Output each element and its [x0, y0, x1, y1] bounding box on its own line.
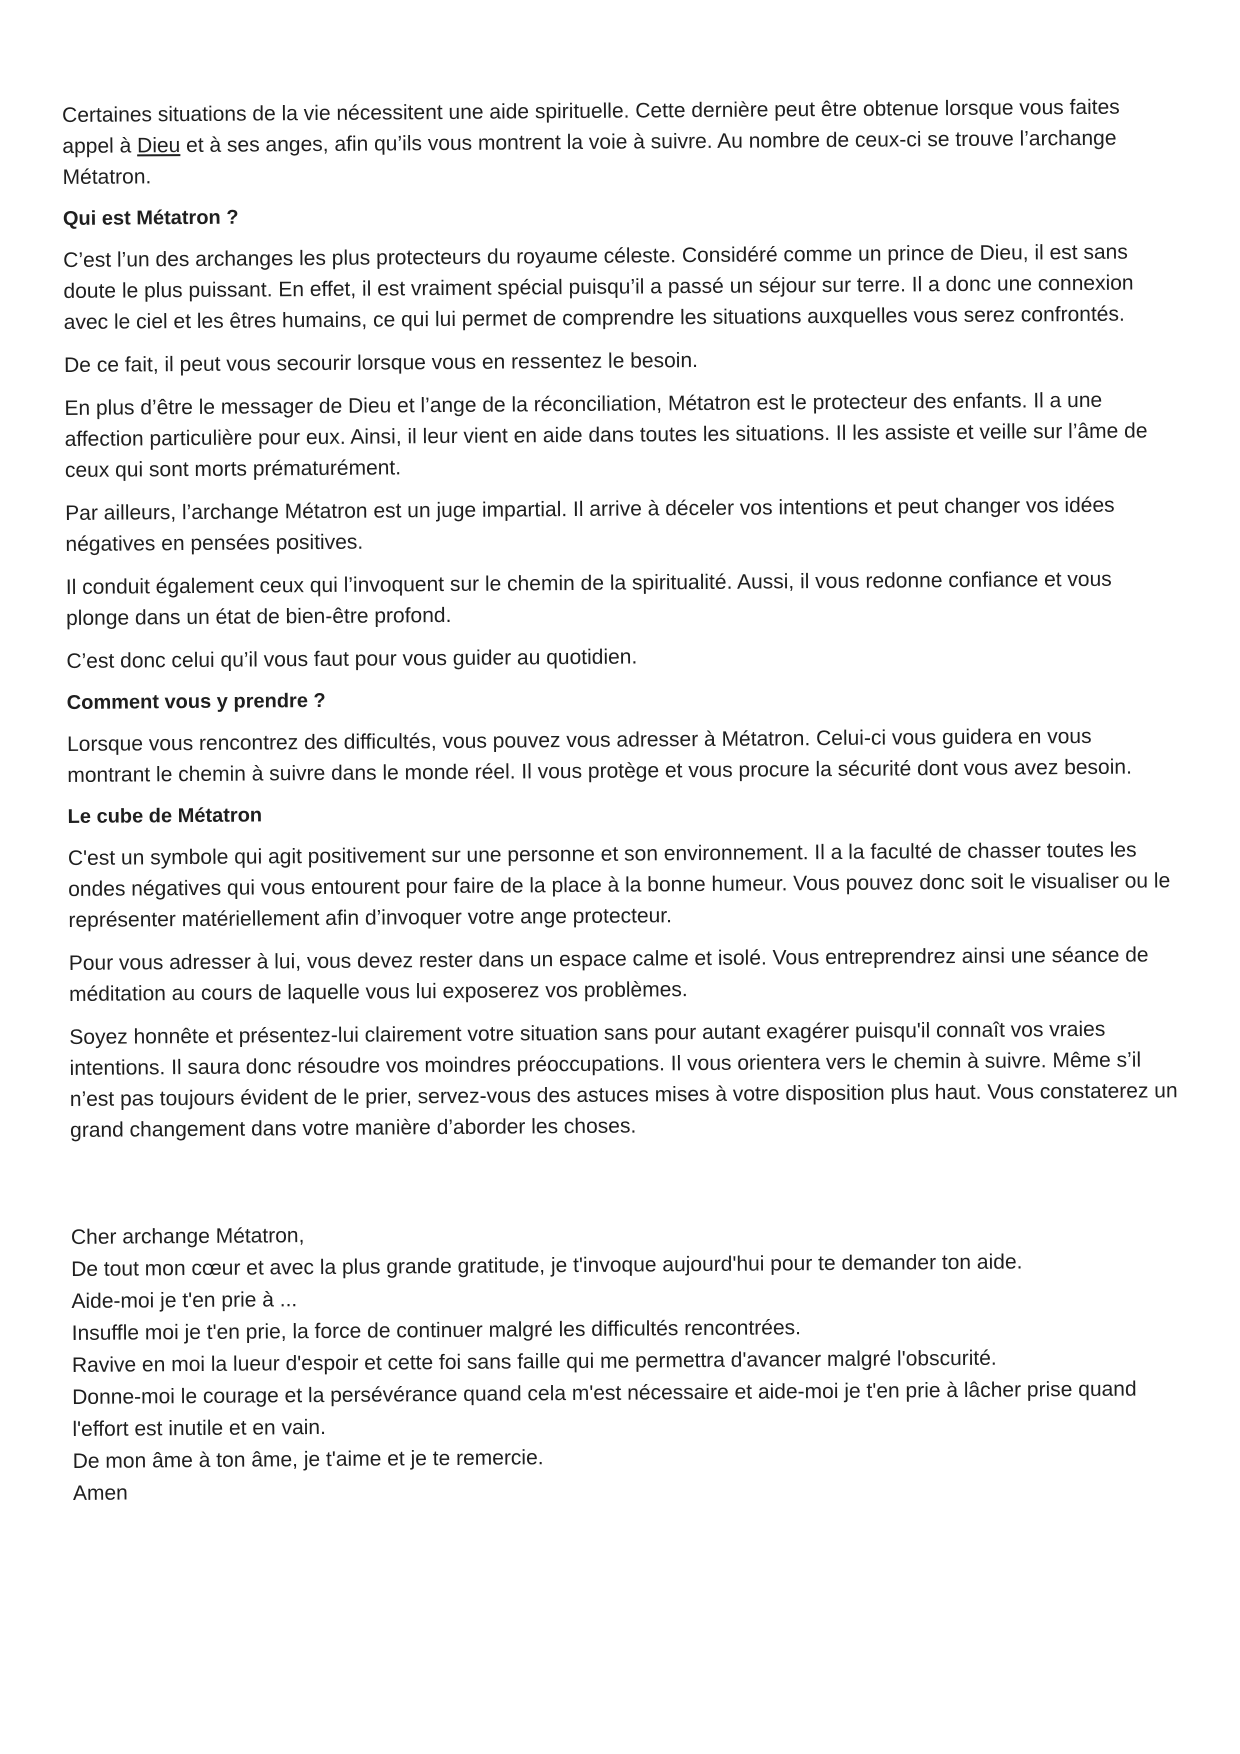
prayer-line: Donne-moi le courage et la persévérance quand cela m'est nécessaire et aide-moi je t'en prie à lâcher prise quand l'effort est inutile et en vain. [72, 1377, 1137, 1441]
paragraph: C’est l’un des archanges les plus protecteurs du royaume céleste. Considéré comme un prince de Dieu, il est sans doute le plus puissant. En effet, il est vraiment spécial puisqu’il a passé un séjour sur terre. Il a donc une connexion avec le ciel et les êtres humains, ce qui lui permet de comprendre les situations auxquelles vous serez confrontés. [63, 240, 1134, 334]
section-heading-cube-de-metatron: Le cube de Métatron [67, 804, 263, 828]
paragraph: De ce fait, il peut vous secourir lorsque vous en ressentez le besoin. [63, 349, 698, 377]
intro-text-end: et à ses anges, afin qu’ils vous montrent la voie à suivre. Au nombre de ceux-ci se trouve l’archange Métatron. [62, 126, 1117, 189]
prayer-block [71, 1213, 1183, 1510]
paragraph: En plus d’être le messager de Dieu et l’ange de la réconciliation, Métatron est le protecteur des enfants. Il a une affection particulière pour eux. Ainsi, il leur vient en aide dans toutes les situations. Il les assiste et veille sur l’âme de ceux qui sont morts prématurément. [64, 388, 1148, 482]
dieu-link[interactable]: Dieu [137, 134, 181, 158]
prayer-line: De mon âme à ton âme, je t'aime et je te remercie. [72, 1446, 544, 1473]
document-body [62, 91, 1183, 1510]
paragraph: Pour vous adresser à lui, vous devez rester dans un espace calme et isolé. Vous entreprendrez ainsi une séance de méditation au cours de laquelle vous lui exposerez vos problèmes. [68, 943, 1149, 1006]
paragraph: Par ailleurs, l’archange Métatron est un juge impartial. Il arrive à déceler vos intentions et peut changer vos idées négatives en pensées positives. [65, 493, 1115, 556]
prayer-line: Cher archange Métatron, [70, 1224, 305, 1249]
paragraph: Lorsque vous rencontrez des difficultés, vous pouvez vous adresser à Métatron. Celui-ci vous guidera en vous montrant le chemin à suivre dans le monde réel. Il vous protège et vous procure la sécurité dont vous avez besoin. [66, 724, 1132, 787]
prayer-line: Ravive en moi la lueur d'espoir et cette foi sans faille qui me permettra d'avancer malgré l'obscurité. [71, 1346, 997, 1377]
paragraph: C’est donc celui qu’il vous faut pour vous guider au quotidien. [66, 645, 638, 673]
paragraph: C'est un symbole qui agit positivement sur une personne et son environnement. Il a la faculté de chasser toutes les ondes négatives qui vous entourent pour faire de la place à la bonne humeur. Vous pouvez donc soit le visualiser ou le représenter matériellement afin d’invoquer votre ange protecteur. [67, 838, 1171, 932]
section-heading-qui-est-metatron: Qui est Métatron ? [62, 206, 239, 230]
intro-paragraph [62, 91, 1173, 193]
prayer-line: Aide-moi je t'en prie à ... [71, 1288, 298, 1313]
prayer-line: Insuffle moi je t'en prie, la force de continuer malgré les difficultés rencontrées. [71, 1316, 802, 1345]
prayer-line: Amen [72, 1481, 128, 1505]
prayer-line: De tout mon cœur et avec la plus grande gratitude, je t'invoque aujourd'hui pour te demander ton aide. [71, 1250, 1023, 1281]
section-heading-comment-vous-y-prendre: Comment vous y prendre ? [66, 689, 326, 714]
paragraph: Soyez honnête et présentez-lui clairement votre situation sans pour autant exagérer puisqu'il connaît vos vraies intentions. Il saura donc résoudre vos moindres préoccupations. Il vous orientera vers le chemin à suivre. Même s’il n’est pas toujours évident de le prier, servez-vous des astuces mises à votre disposition plus haut. Vous constaterez un grand changement dans votre manière d’aborder les choses. [69, 1017, 1178, 1142]
paragraph: Il conduit également ceux qui l’invoquent sur le chemin de la spiritualité. Aussi, il vous redonne confiance et vous plonge dans un état de bien-être profond. [65, 567, 1112, 630]
intro-text-start: Certaines situations de la vie nécessitent une aide spirituelle. Cette dernière peut être obtenue lorsque vous faites appel à [62, 95, 1120, 158]
